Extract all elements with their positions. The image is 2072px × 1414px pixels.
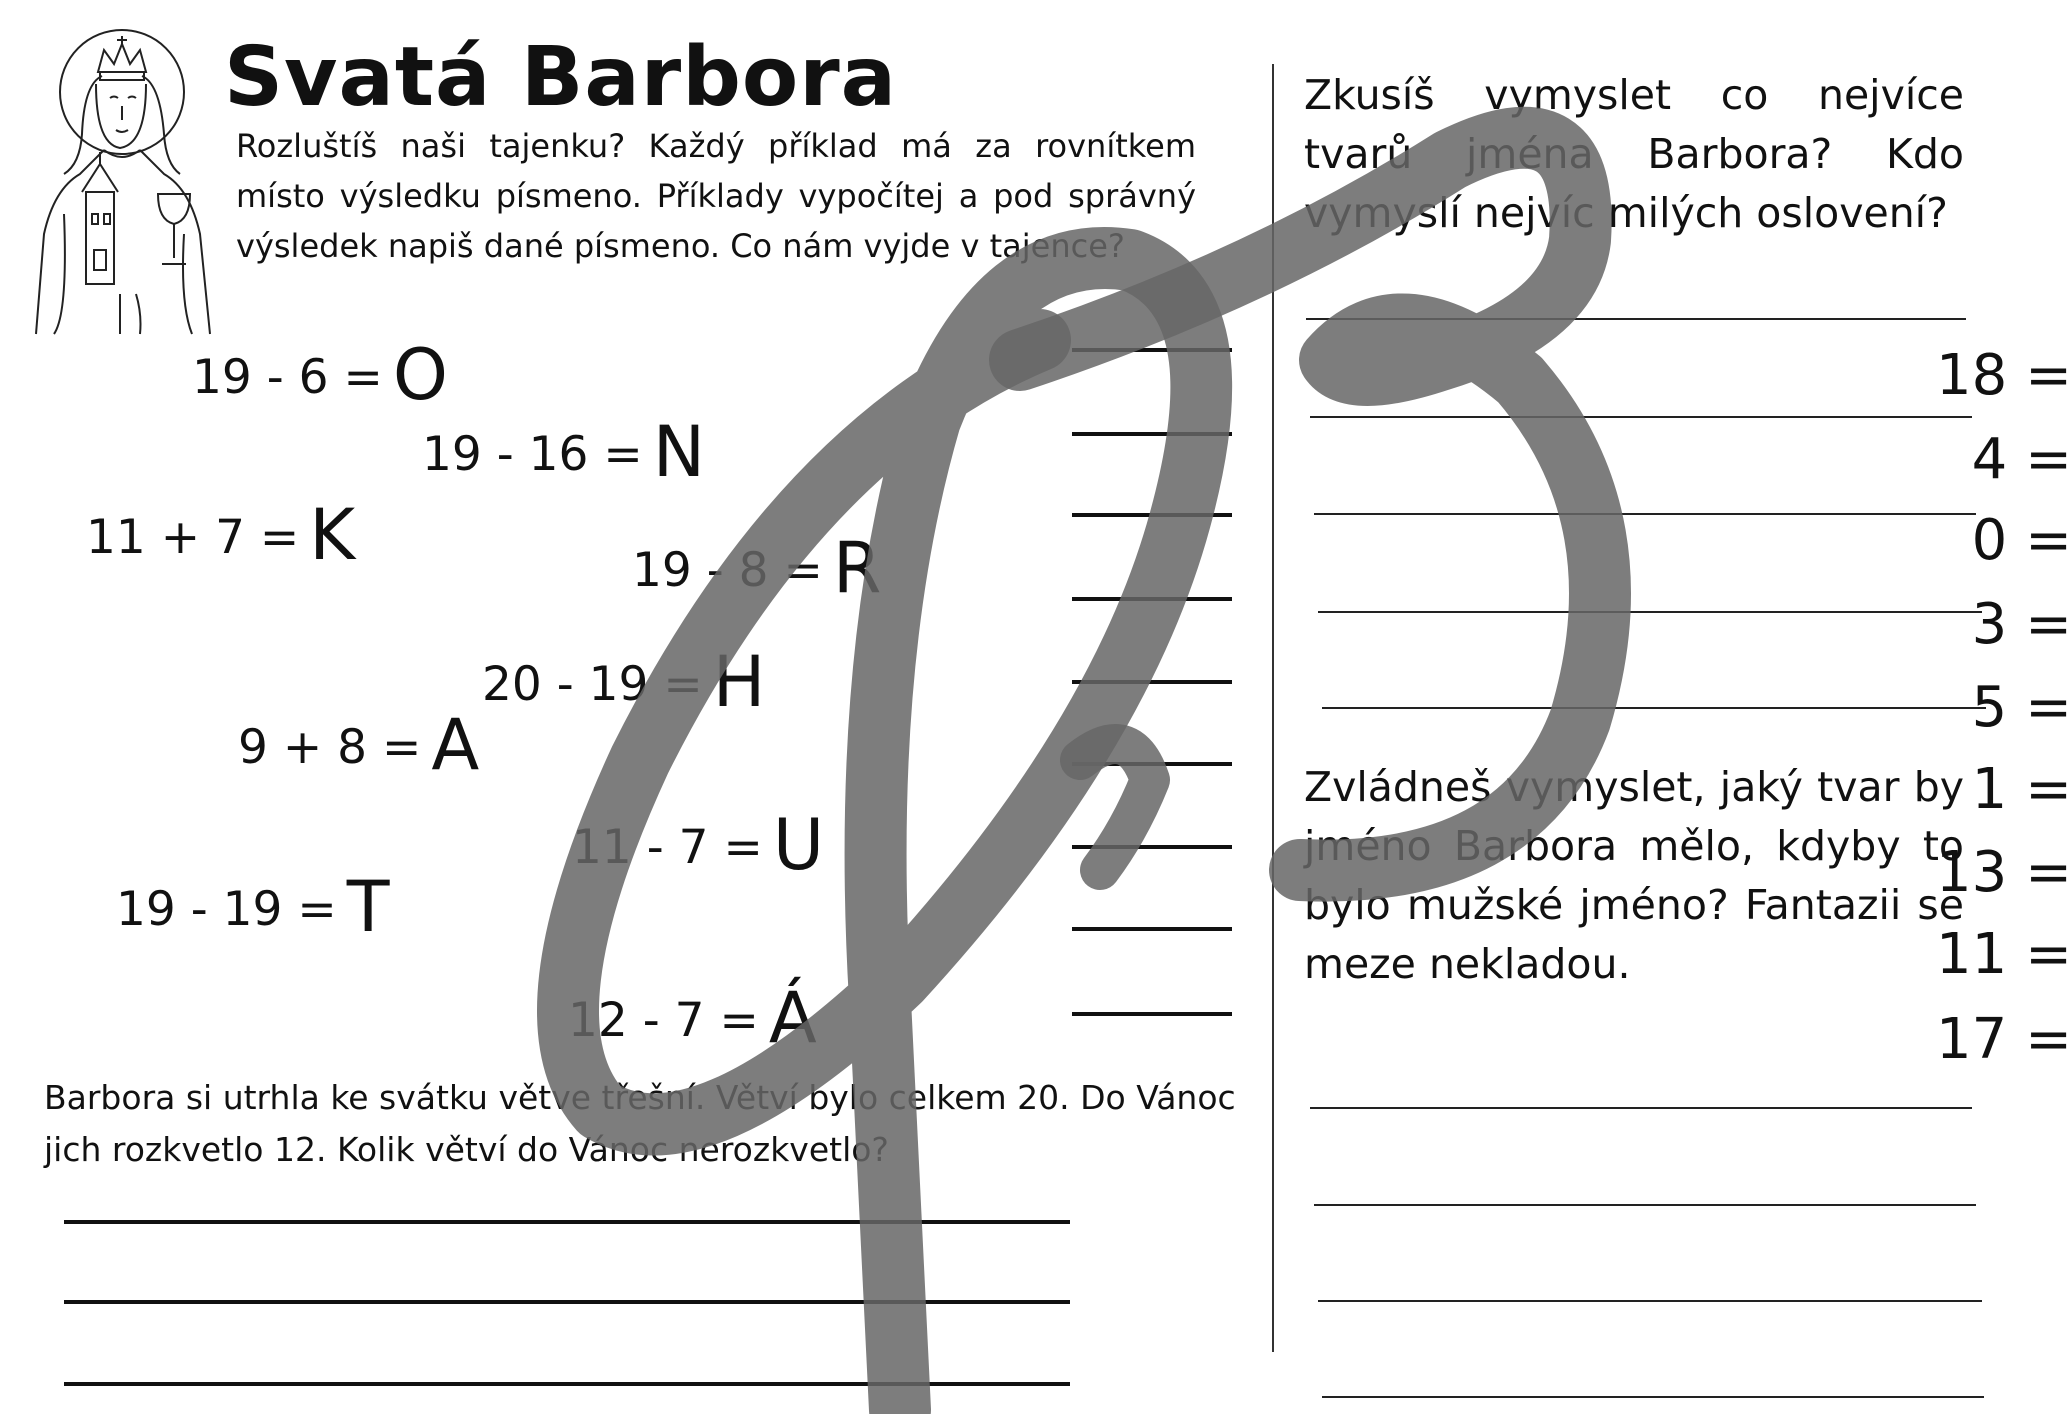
problem-answer-line[interactable] xyxy=(64,1220,1070,1224)
answer-blank[interactable] xyxy=(1072,348,1232,352)
equation-expr: 19 - 8 = xyxy=(632,543,823,598)
writing-line[interactable] xyxy=(1310,416,1972,418)
answer-row xyxy=(1072,298,2072,408)
problem-answer-line[interactable] xyxy=(64,1300,1070,1304)
answer-number: 1 = xyxy=(1971,757,2072,822)
equation-expr: 11 + 7 = xyxy=(86,510,300,565)
answer-row xyxy=(1072,382,2072,492)
answer-number: 5 = xyxy=(1971,675,2072,740)
saint-barbara-icon xyxy=(24,14,220,339)
equation-expr: 19 - 16 = xyxy=(422,427,643,482)
equation-8 xyxy=(116,866,390,948)
writing-line[interactable] xyxy=(1318,1300,1982,1302)
answer-blank[interactable] xyxy=(1072,762,1232,766)
writing-line[interactable] xyxy=(1318,611,1982,613)
equation-letter: U xyxy=(772,804,825,886)
answer-blank[interactable] xyxy=(1072,432,1232,436)
answer-number: 11 = xyxy=(1936,922,2072,987)
answer-blank[interactable] xyxy=(1072,927,1232,931)
answer-blank[interactable] xyxy=(1072,597,1232,601)
writing-line[interactable] xyxy=(1314,513,1976,515)
page-title: Svatá Barbora xyxy=(224,30,898,125)
column-divider xyxy=(1272,64,1274,1352)
answer-number: 18 = xyxy=(1936,343,2072,408)
equation-expr: 12 - 7 = xyxy=(568,993,759,1048)
answer-row xyxy=(1072,630,2072,740)
equation-expr: 11 - 7 = xyxy=(572,820,763,875)
equation-letter: K xyxy=(309,494,356,576)
equation-expr: 19 - 6 = xyxy=(192,350,383,405)
writing-line[interactable] xyxy=(1306,318,1966,320)
answer-number: 3 = xyxy=(1971,592,2072,657)
equation-expr: 19 - 19 = xyxy=(116,882,337,937)
answer-row xyxy=(1072,547,2072,657)
answer-blank[interactable] xyxy=(1072,1012,1232,1016)
equation-2 xyxy=(422,411,706,493)
intro-text: Rozluštíš naši tajenku? Každý příklad má za rovnítkem místo výsledku písmeno. Příklady vypočítej a pod správný výsledek napiš dané písmeno. Co nám vyjde v tajence? xyxy=(236,127,1196,265)
equation-expr: 20 - 19 = xyxy=(482,657,703,712)
writing-line[interactable] xyxy=(1322,707,1986,709)
equation-letter: R xyxy=(832,527,882,609)
equation-1 xyxy=(192,334,448,416)
names-task: Zkusíš vymyslet co nejvíce tvarů jména Barbora? Kdo vymyslí nejvíc milých oslovení? xyxy=(1304,71,1964,237)
answer-blank[interactable] xyxy=(1072,845,1232,849)
answer-number: 13 = xyxy=(1936,840,2072,905)
equation-5 xyxy=(482,641,766,723)
equation-4 xyxy=(632,527,882,609)
equation-letter: O xyxy=(392,334,448,416)
equation-letter: Á xyxy=(768,977,817,1059)
word-problem: Barbora si utrhla ke svátku větve třešní. Větví bylo celkem 20. Do Vánoc jich rozkvetlo 12. Kolik větví do Vánoc nerozkvetlo? xyxy=(44,1078,1236,1169)
equation-7 xyxy=(572,804,825,886)
writing-line[interactable] xyxy=(1322,1396,1984,1398)
answer-number: 0 = xyxy=(1971,508,2072,573)
equation-expr: 9 + 8 = xyxy=(238,720,422,775)
writing-line[interactable] xyxy=(1310,1107,1972,1109)
male-name-task: Zvládneš vymyslet, jaký tvar by jméno Barbora mělo, kdyby to bylo mužské jméno? Fantazii se meze nekladou. xyxy=(1304,763,1964,988)
answer-blank[interactable] xyxy=(1072,680,1232,684)
answer-number: 17 = xyxy=(1936,1007,2072,1072)
equation-letter: A xyxy=(431,704,480,786)
equation-9 xyxy=(568,977,817,1059)
equation-letter: N xyxy=(652,411,706,493)
equation-letter: T xyxy=(346,866,390,948)
equation-letter: H xyxy=(712,641,766,723)
equation-3 xyxy=(86,494,356,576)
problem-answer-line[interactable] xyxy=(64,1382,1070,1386)
answer-number: 4 = xyxy=(1971,427,2072,492)
equation-6 xyxy=(238,704,480,786)
writing-line[interactable] xyxy=(1314,1204,1976,1206)
answer-blank[interactable] xyxy=(1072,513,1232,517)
